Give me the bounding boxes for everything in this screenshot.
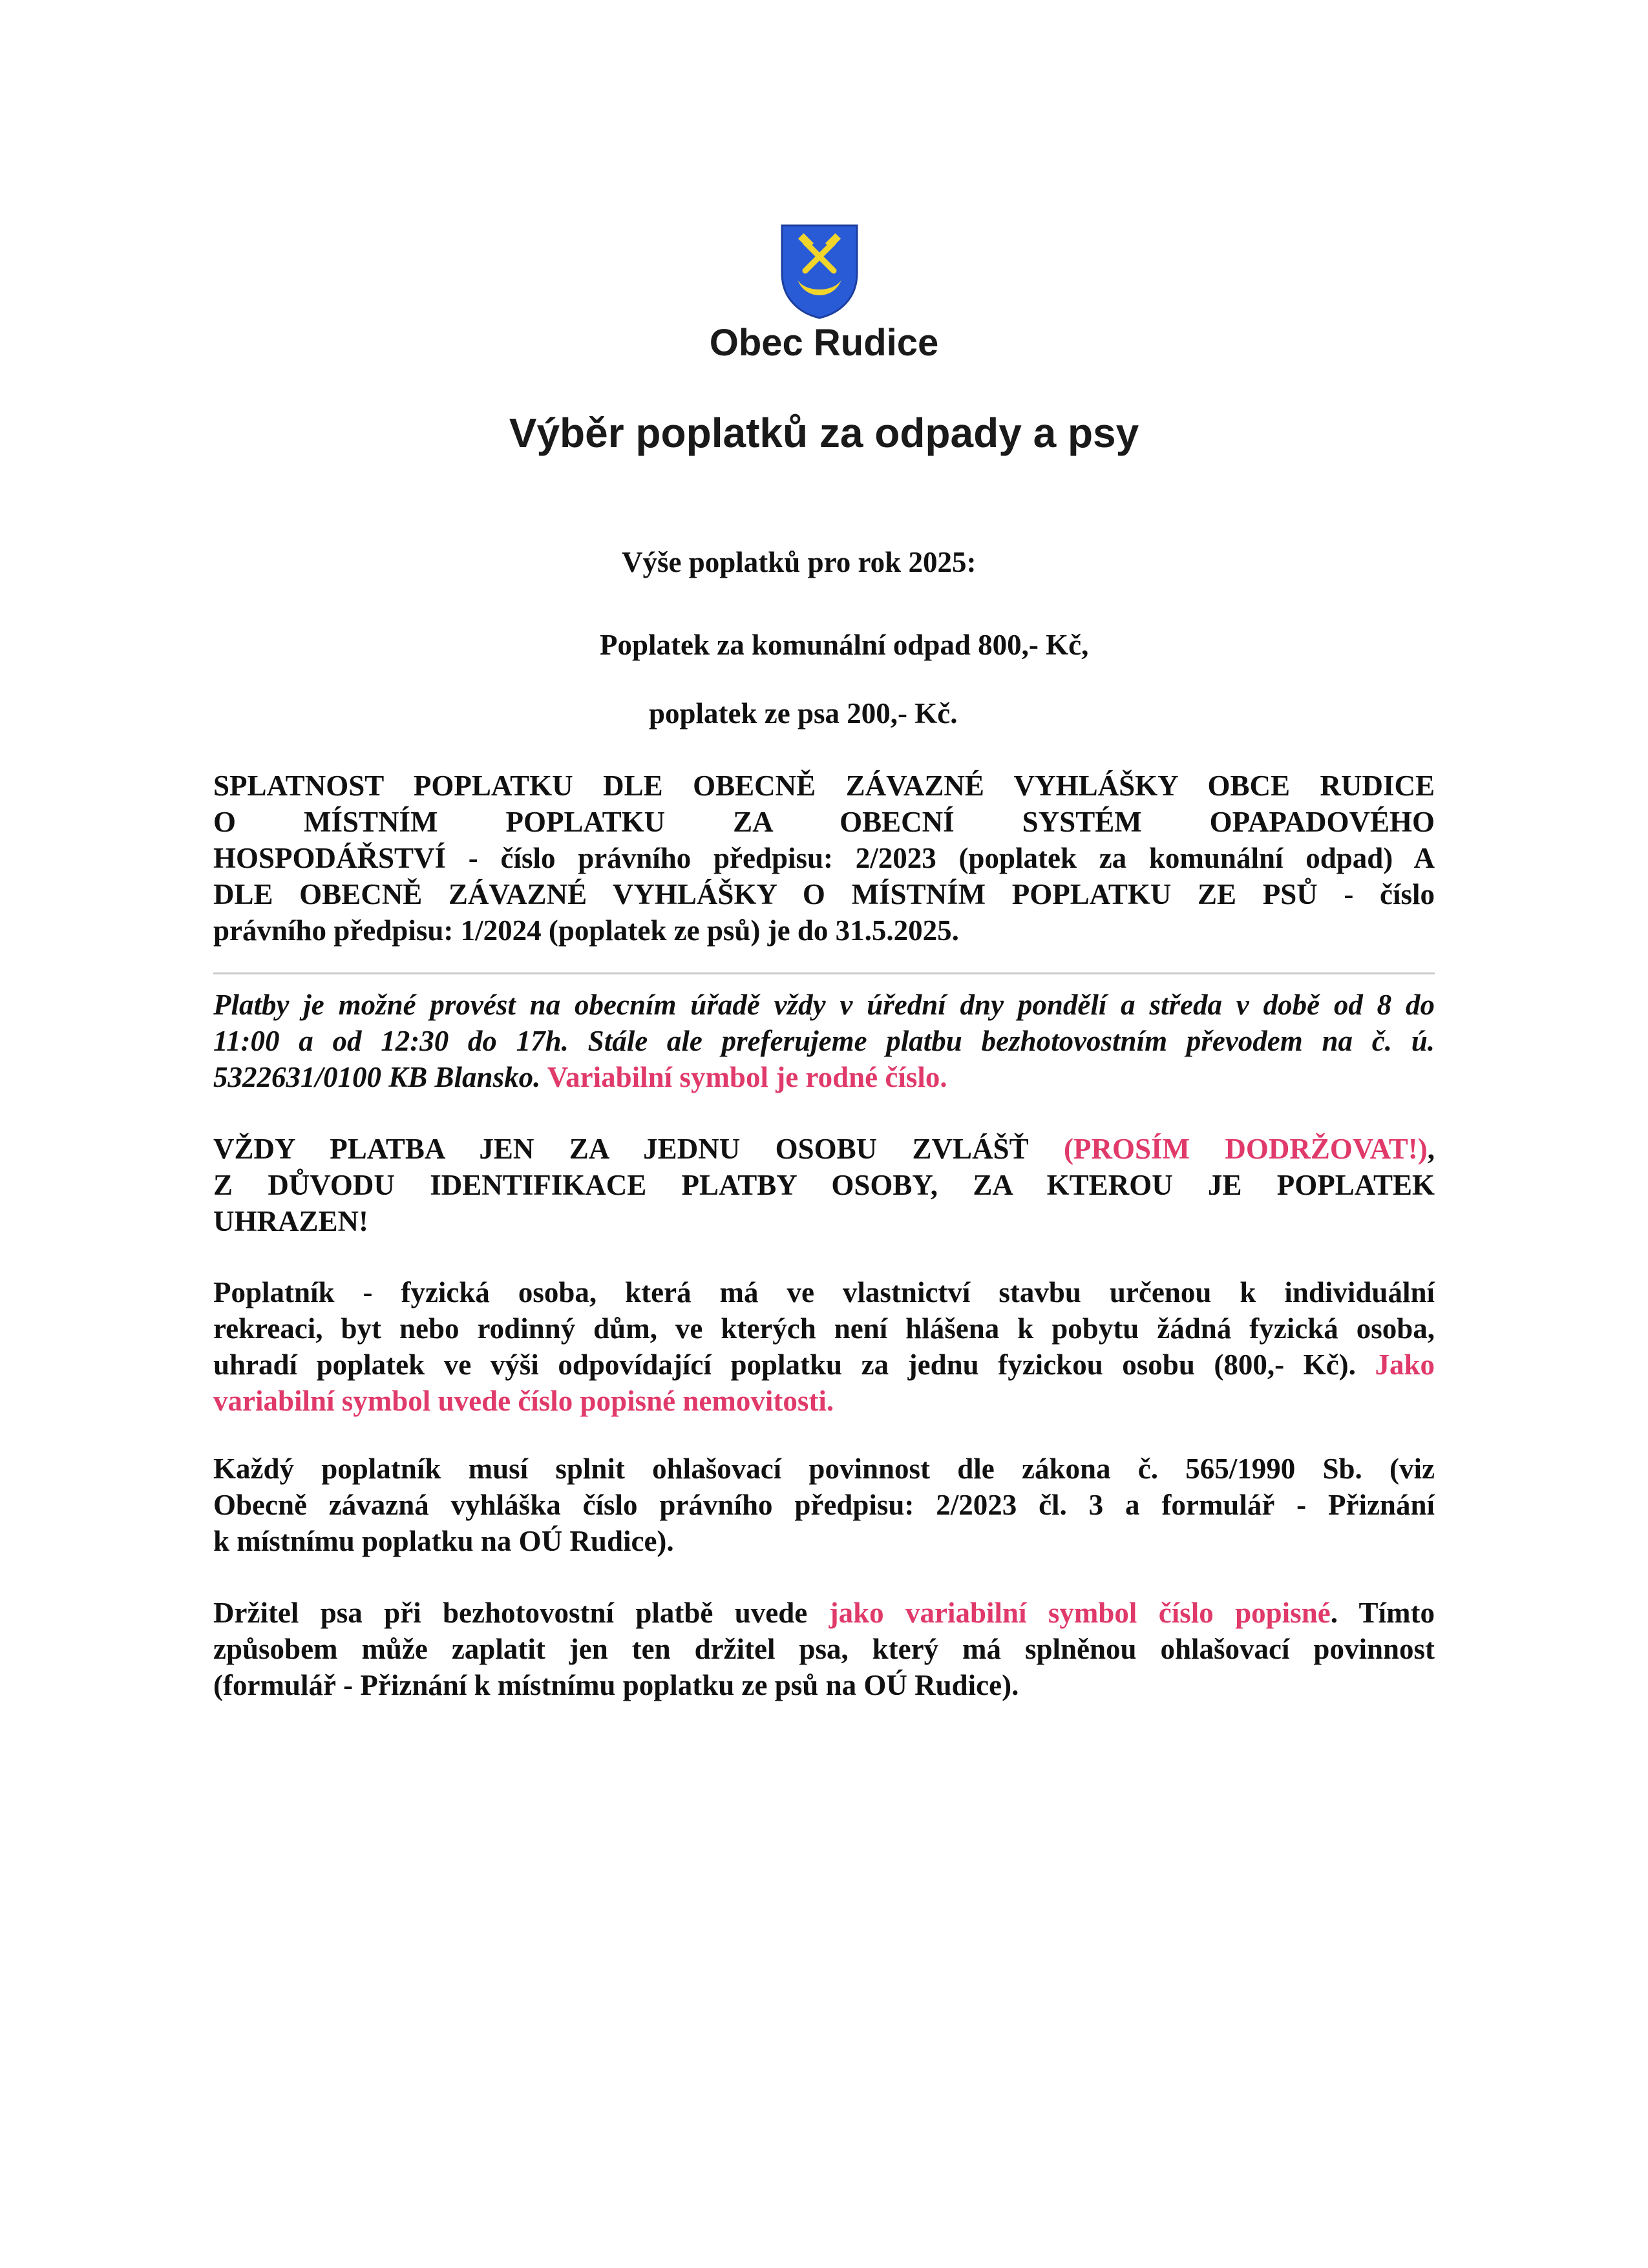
fees-heading: Výše poplatků pro rok 2025: [622,546,977,578]
variable-symbol-note: Variabilní symbol je rodné číslo. [547,1061,947,1093]
municipality-name: Obec Rudice [709,322,939,364]
paragraph-line [213,1059,1435,1095]
paragraph-line: (formulář - Přiznání k místnímu poplatku ze psů na OÚ Rudice). [213,1669,1019,1701]
paragraph-line: k místnímu poplatku na OÚ Rudice). [213,1525,674,1557]
please-comply-note: (PROSÍM DODRŽOVAT!) [1064,1133,1428,1165]
dog-owner-text: Držitel psa při bezhotovostní platbě uvede [213,1597,808,1629]
dog-fee: poplatek ze psa 200,- Kč. [649,697,958,730]
paragraph-line: způsobem může zaplatit jen ten držitel psa, který má splněnou ohlašovací povinnost [213,1633,1435,1665]
comma: , [1427,1133,1435,1165]
paragraph-line: HOSPODÁŘSTVÍ - číslo právního předpisu: 2/2023 (poplatek za komunální odpad) A [213,842,1435,874]
single-person-paragraph [213,1131,1435,1239]
recreation-fee-text: uhradí poplatek ve výši odpovídající poplatku za jednu fyzickou osobu (800,- Kč). [213,1349,1356,1381]
paragraph-line: UHRAZEN! [213,1205,369,1237]
paragraph-line: Každý poplatník musí splnit ohlašovací povinnost dle zákona č. 565/1990 Sb. (viz [213,1453,1435,1485]
variable-symbol-note: jako variabilní symbol číslo popisné [829,1597,1331,1629]
paragraph-line: Z DŮVODU IDENTIFIKACE PLATBY OSOBY, ZA KTEROU JE POPLATEK [213,1169,1435,1201]
paragraph-line [213,1347,1435,1383]
paragraph-line: právního předpisu: 1/2024 (poplatek ze psů) je do 31.5.2025. [213,914,959,947]
paragraph-line [213,1595,1435,1631]
recreation-paragraph [213,1274,1435,1419]
paragraph-line: variabilní symbol uvede číslo popisné nemovitosti. [213,1385,834,1417]
paragraph-line: Obecně závazná vyhláška číslo právního předpisu: 2/2023 čl. 3 a formulář - Přiznání [213,1489,1435,1521]
paragraph-line: rekreaci, byt nebo rodinný dům, ve kterých není hlášena k pobytu žádná fyzická osoba, [213,1312,1435,1345]
sentence-continuation: . Tímto [1330,1597,1435,1629]
paragraph-line: O MÍSTNÍM POPLATKU ZA OBECNÍ SYSTÉM OPAPADOVÉHO [213,806,1435,838]
dog-owner-paragraph [213,1595,1435,1703]
paragraph-line: Platby je možné provést na obecním úřadě vždy v úřední dny pondělí a středa v době od 8 do [213,989,1435,1021]
reporting-paragraph [213,1451,1435,1559]
variable-symbol-note: Jako [1375,1349,1435,1381]
due-date-paragraph [213,768,1435,949]
paragraph-line: DLE OBECNĚ ZÁVAZNÉ VYHLÁŠKY O MÍSTNÍM POPLATKU ZE PSŮ - číslo [213,878,1435,910]
document-title: Výběr poplatků za odpady a psy [509,410,1139,456]
bank-account-text: 5322631/0100 KB Blansko. [213,1061,541,1093]
paragraph-line: 11:00 a od 12:30 do 17h. Stále ale preferujeme platbu bezhotovostním převodem na č. ú. [213,1025,1435,1057]
waste-fee: Poplatek za komunální odpad 800,- Kč, [600,629,1089,661]
paragraph-line: Poplatník - fyzická osoba, která má ve vlastnictví stavbu určenou k individuální [213,1276,1435,1308]
paragraph-line [213,1131,1435,1167]
coat-of-arms-icon [779,223,860,320]
single-payment-text: VŽDY PLATBA JEN ZA JEDNU OSOBU ZVLÁŠŤ [213,1133,1029,1165]
payment-paragraph [213,987,1435,1095]
section-divider [213,972,1435,974]
paragraph-line: SPLATNOST POPLATKU DLE OBECNĚ ZÁVAZNÉ VYHLÁŠKY OBCE RUDICE [213,770,1435,802]
